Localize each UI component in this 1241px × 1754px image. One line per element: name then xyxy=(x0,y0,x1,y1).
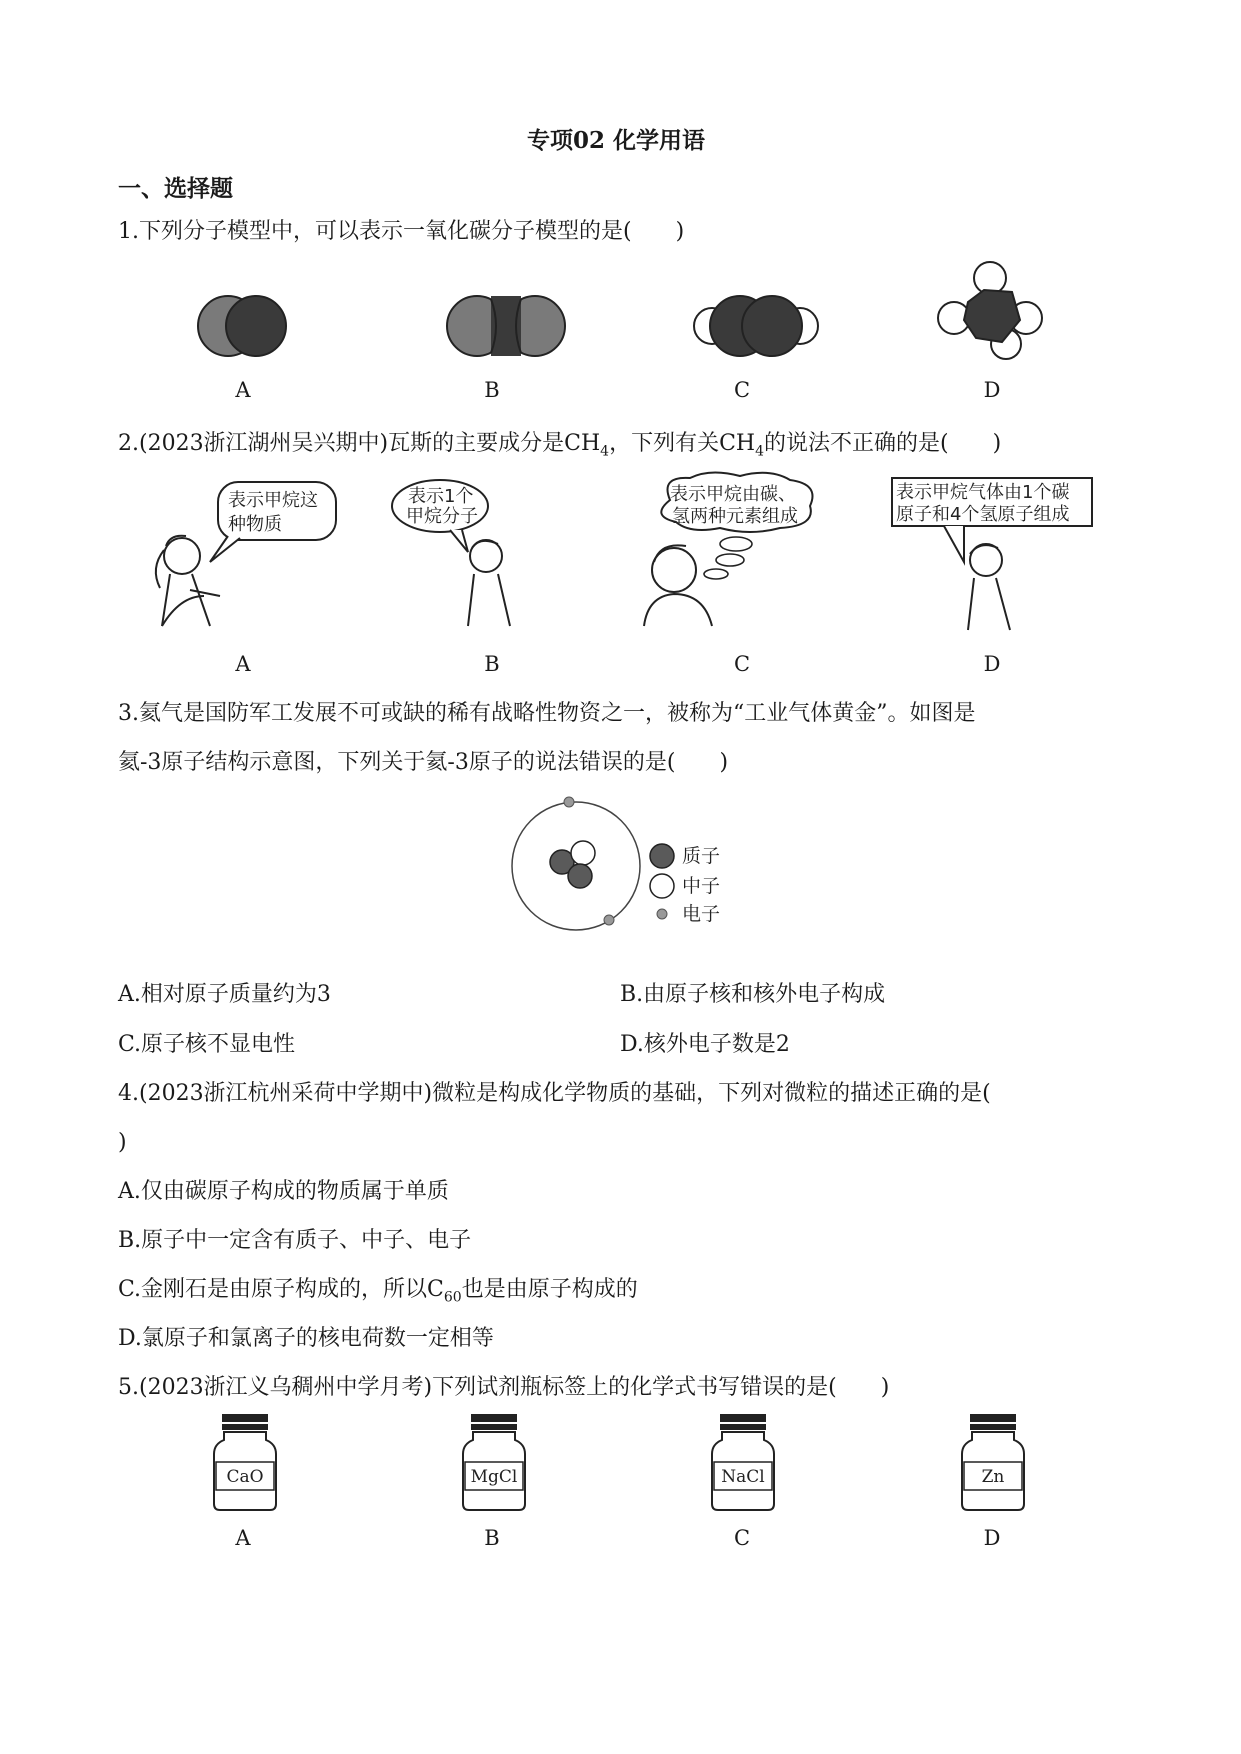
q2-stem-sub1: 4 xyxy=(600,443,610,460)
q4-option-c-part2: 也是由原子构成的 xyxy=(461,1277,638,1302)
q4-option-c-part1: C.金刚石是由原子构成的，所以C xyxy=(118,1277,444,1302)
q3-stem-line2: 氦-3原子结构示意图，下列关于氦-3原子的说法错误的是( ) xyxy=(118,750,729,775)
q1-model-b xyxy=(445,290,567,362)
q2-stem-part3: 的说法不正确的是( ) xyxy=(764,431,1002,456)
q2-bubble-a-line1: 表示甲烷这 xyxy=(228,490,318,511)
q4-option-c xyxy=(118,1277,638,1310)
q5-label-a: CaO xyxy=(226,1467,264,1487)
q4-option-d: D.氯原子和氯离子的核电荷数一定相等 xyxy=(118,1326,494,1351)
legend-neutron: 中子 xyxy=(682,875,721,897)
q3-option-d: D.核外电子数是2 xyxy=(620,1032,790,1057)
q1-model-c xyxy=(692,290,820,362)
q5-option-b-label: B xyxy=(484,1526,500,1550)
q2-figure-c xyxy=(640,470,830,630)
q2-bubble-c-line2: 氢两种元素组成 xyxy=(672,506,798,527)
q2-bubble-d-line1: 表示甲烷气体由1个碳 xyxy=(896,482,1070,503)
q1-model-a xyxy=(196,290,288,362)
q2-figure-d xyxy=(884,476,1094,632)
q2-bubble-d-line2: 原子和4个氢原子组成 xyxy=(896,504,1070,525)
q3-option-b: B.由原子核和核外电子构成 xyxy=(620,982,886,1007)
q2-bubble-a-line2: 种物质 xyxy=(228,514,282,535)
q5-bottle-d xyxy=(958,1412,1028,1512)
q2-stem xyxy=(118,431,1001,464)
q1-option-a-label: A xyxy=(235,378,251,402)
q2-option-d-label: D xyxy=(983,652,1001,676)
q5-bottle-b xyxy=(459,1412,529,1512)
q1-option-b-label: B xyxy=(484,378,500,402)
q1-option-c-label: C xyxy=(733,378,751,402)
q4-stem-line1: 4.(2023浙江杭州采荷中学期中)微粒是构成化学物质的基础，下列对微粒的描述正确的是( xyxy=(118,1081,991,1106)
q5-bottle-a xyxy=(210,1412,280,1512)
q1-model-d xyxy=(940,262,1040,360)
legend-proton: 质子 xyxy=(682,845,721,867)
q4-option-a: A.仅由碳原子构成的物质属于单质 xyxy=(118,1179,449,1204)
q3-option-a: A.相对原子质量约为3 xyxy=(118,982,331,1007)
q5-label-d: Zn xyxy=(981,1467,1005,1487)
q1-option-d-label: D xyxy=(983,378,1001,402)
q2-figure-b xyxy=(390,478,540,628)
q2-stem-part2: ，下列有关CH xyxy=(609,431,756,456)
section-heading: 一、选择题 xyxy=(118,175,233,202)
legend-electron: 电子 xyxy=(682,903,721,925)
q5-option-c-label: C xyxy=(733,1526,751,1550)
q2-stem-sub2: 4 xyxy=(755,443,765,460)
q2-figure-a xyxy=(140,478,340,628)
q5-stem: 5.(2023浙江义乌稠州中学月考)下列试剂瓶标签上的化学式书写错误的是( ) xyxy=(118,1375,890,1400)
q2-option-c-label: C xyxy=(733,652,751,676)
q3-option-c: C.原子核不显电性 xyxy=(118,1032,296,1057)
q2-option-a-label: A xyxy=(235,652,251,676)
q5-bottle-c xyxy=(708,1412,778,1512)
q5-label-c: NaCl xyxy=(721,1467,765,1487)
q5-label-b: MgCl xyxy=(470,1467,518,1487)
q5-option-d-label: D xyxy=(983,1526,1001,1550)
q4-option-b: B.原子中一定含有质子、中子、电子 xyxy=(118,1228,472,1253)
q1-stem: 1.下列分子模型中，可以表示一氧化碳分子模型的是( ) xyxy=(118,219,685,244)
q2-bubble-b-line2: 甲烷分子 xyxy=(406,506,478,527)
q4-stem-line2: ) xyxy=(118,1130,127,1155)
q2-bubble-b-line1: 表示1个 xyxy=(408,486,474,507)
q3-atom-diagram xyxy=(510,790,750,940)
q2-bubble-c-line1: 表示甲烷由碳、 xyxy=(670,484,796,505)
q2-stem-part1: 2.(2023浙江湖州吴兴期中)瓦斯的主要成分是CH xyxy=(118,431,601,456)
q4-option-c-sub: 60 xyxy=(443,1289,462,1306)
q2-option-b-label: B xyxy=(484,652,500,676)
q3-stem-line1: 3.氦气是国防军工发展不可或缺的稀有战略性物资之一，被称为“工业气体黄金”。如图是 xyxy=(118,701,976,726)
q5-option-a-label: A xyxy=(235,1526,251,1550)
page-title: 专项02 化学用语 xyxy=(527,127,706,154)
